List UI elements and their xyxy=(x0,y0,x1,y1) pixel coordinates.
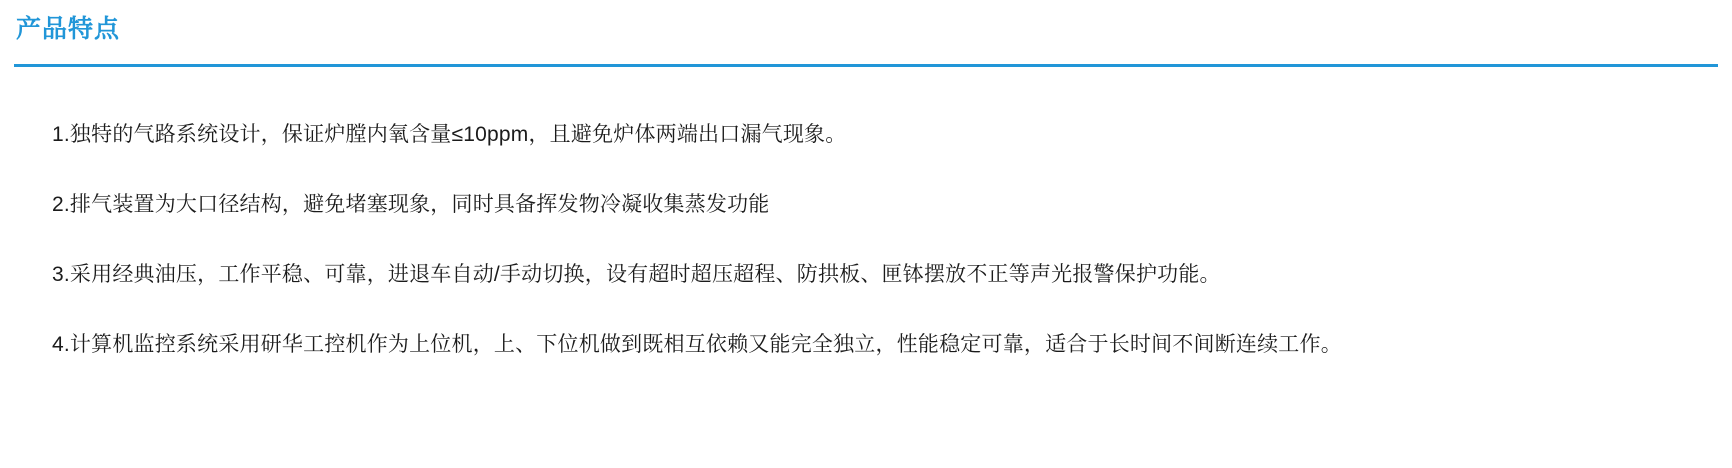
section-header xyxy=(14,12,1718,67)
list-item: 1.独特的气路系统设计，保证炉膛内氧含量≤10ppm，且避免炉体两端出口漏气现象。 xyxy=(52,123,847,146)
list-item: 3.采用经典油压，工作平稳、可靠，进退车自动/手动切换，设有超时超压超程、防拱板、匣钵摆放不正等声光报警保护功能。 xyxy=(52,263,1221,286)
title-divider xyxy=(14,64,1718,67)
feature-list xyxy=(52,120,1712,360)
list-item: 2.排气装置为大口径结构，避免堵塞现象，同时具备挥发物冷凝收集蒸发功能 xyxy=(52,193,770,216)
list-item: 4.计算机监控系统采用研华工控机作为上位机，上、下位机做到既相互依赖又能完全独立，性能稳定可靠，适合于长时间不间断连续工作。 xyxy=(52,333,1342,356)
page-title: 产品特点 xyxy=(16,15,121,43)
